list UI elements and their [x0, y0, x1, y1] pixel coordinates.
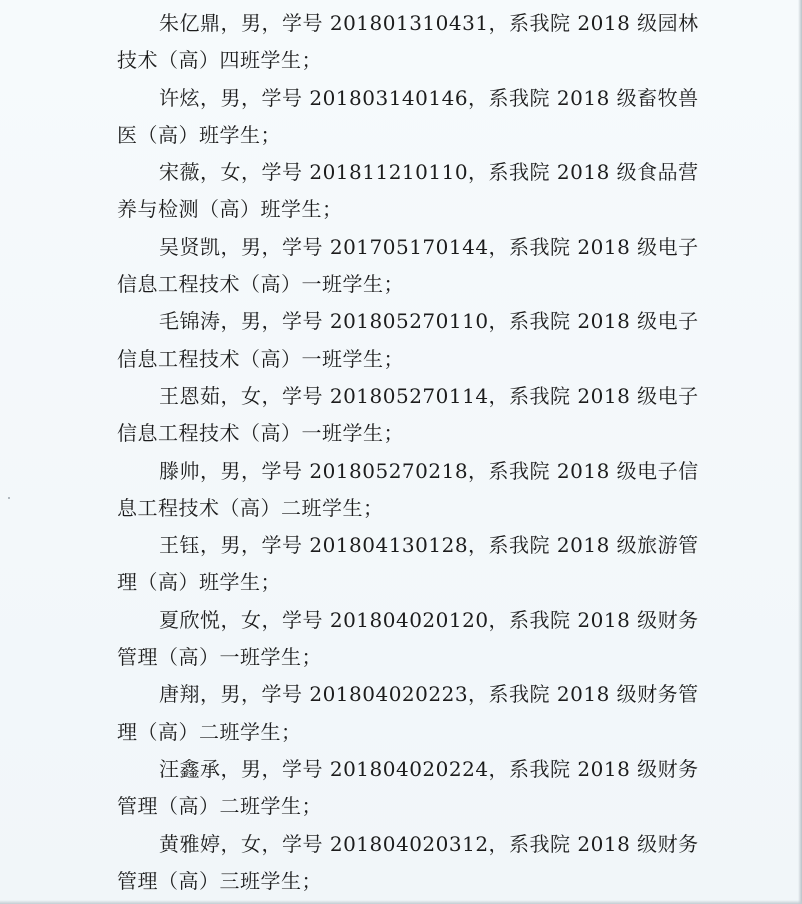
entry-second-line: 理（高）班学生；: [117, 570, 281, 595]
entry-second-line: 医（高）班学生；: [117, 122, 281, 147]
entry-second-line: 息工程技术（高）二班学生；: [117, 495, 384, 520]
entry-second-line: 技术（高）四班学生；: [117, 48, 322, 73]
entry-first-line: 吴贤凯，男，学号 201705170144，系我院 2018 级电子: [159, 234, 699, 259]
entry-second-line: 信息工程技术（高）一班学生；: [117, 421, 404, 446]
entry-second-line: 管理（高）三班学生；: [117, 868, 322, 893]
entry-second-line: 养与检测（高）班学生；: [117, 197, 343, 222]
list-item: [117, 303, 699, 378]
entry-first-line: 夏欣悦，女，学号 201804020120，系我院 2018 级财务: [159, 607, 699, 632]
entry-second-line: 管理（高）一班学生；: [117, 645, 322, 670]
list-item: [117, 80, 699, 155]
list-item: [117, 5, 699, 80]
list-item: [117, 602, 699, 677]
entry-second-line: 管理（高）二班学生；: [117, 794, 322, 819]
student-list: [117, 5, 699, 900]
entry-first-line: 汪鑫承，男，学号 201804020224，系我院 2018 级财务: [159, 756, 699, 781]
entry-first-line: 滕帅，男，学号 201805270218，系我院 2018 级电子信: [159, 458, 699, 483]
entry-first-line: 王恩茹，女，学号 201805270114，系我院 2018 级电子: [159, 383, 699, 408]
entry-first-line: 朱亿鼎，男，学号 201801310431，系我院 2018 级园林: [159, 11, 699, 35]
scan-speck: [8, 497, 10, 499]
entry-first-line: 毛锦涛，男，学号 201805270110，系我院 2018 级电子: [159, 309, 699, 334]
entry-first-line: 王钰，男，学号 201804130128，系我院 2018 级旅游管: [159, 533, 699, 558]
list-item: [117, 751, 699, 826]
list-item: [117, 676, 699, 751]
entry-first-line: 黄雅婷，女，学号 201804020312，系我院 2018 级财务: [159, 831, 699, 856]
entry-second-line: 信息工程技术（高）一班学生；: [117, 272, 404, 297]
page-edge-shadow-right: [798, 0, 802, 904]
list-item: [117, 826, 699, 901]
list-item: [117, 154, 699, 229]
list-item: [117, 378, 699, 453]
list-item: [117, 527, 699, 602]
list-item: [117, 229, 699, 304]
entry-first-line: 许炫，男，学号 201803140146，系我院 2018 级畜牧兽: [159, 85, 699, 110]
entry-first-line: 宋薇，女，学号 201811210110，系我院 2018 级食品营: [159, 160, 699, 185]
page-edge-shadow-bottom: [0, 900, 802, 904]
entry-second-line: 信息工程技术（高）一班学生；: [117, 346, 404, 371]
entry-second-line: 理（高）二班学生；: [117, 719, 302, 744]
list-item: [117, 453, 699, 528]
entry-first-line: 唐翔，男，学号 201804020223，系我院 2018 级财务管: [159, 682, 699, 707]
